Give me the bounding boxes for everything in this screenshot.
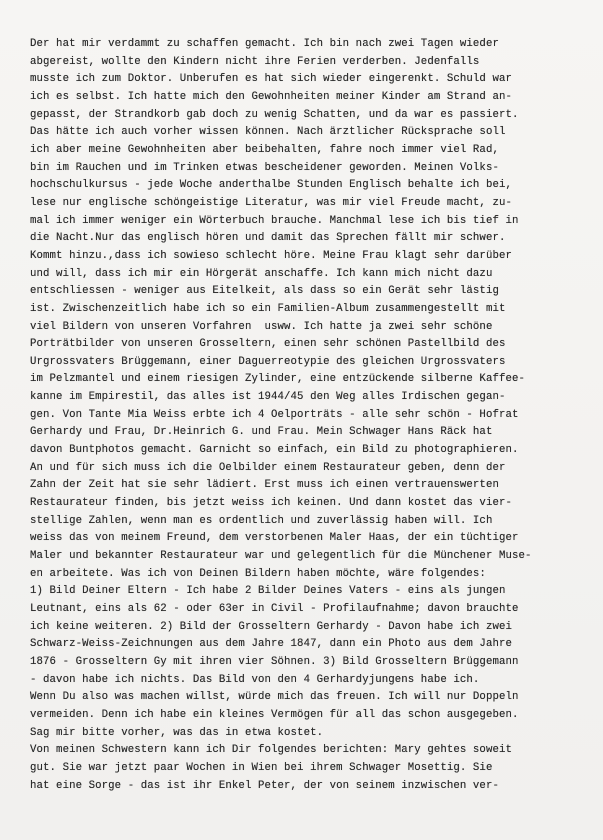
text-line: Schwarz-Weiss-Zeichnungen aus dem Jahre 1847, dann ein Photo aus dem Jahre [30,638,513,651]
text-line: kanne im Empirestil, das alles ist 1944/45 den Weg alles Irdischen gegan- [30,391,506,404]
text-line: en arbeitete. Was ich von Deinen Bildern haben möchte, wäre folgendes: [30,567,486,580]
text-line: abgereist, wollte den Kindern nicht ihre Ferien verderben. Jedenfalls [30,55,480,68]
text-line: Das hätte ich auch vorher wissen können. Nach ärztlicher Rücksprache soll [30,126,506,139]
text-line: ich keine weiteren. 2) Bild der Grosseltern Gerhardy - Davon habe ich zwei [30,620,513,633]
text-line: mal ich immer weniger ein Wörterbuch brauche. Manchmal lese ich bis tief in [30,214,519,227]
text-line: Restaurateur finden, bis jetzt weiss ich keinen. Und dann kostet das vier- [30,497,513,510]
text-line: ich es selbst. Ich hatte mich den Gewohnheiten meiner Kinder am Strand an- [30,90,513,103]
text-line: gen. Von Tante Mia Weiss erbte ich 4 Oelporträts - alle sehr schön - Hofrat [30,408,519,421]
text-line: musste ich zum Doktor. Unberufen es hat sich wieder eingerenkt. Schuld war [30,73,513,86]
letter-body [30,36,590,795]
text-line: Gerhardy und Frau, Dr.Heinrich G. und Frau. Mein Schwager Hans Räck hat [30,426,493,439]
text-line: hochschulkursus - jede Woche anderthalbe Stunden Englisch behalte ich bei, [30,179,513,192]
text-line: die Nacht.Nur das englisch hören und damit das Sprechen fällt mir schwer. [30,232,506,245]
text-line: Wenn Du also was machen willst, würde mich das freuen. Ich will nur Doppeln [30,691,519,704]
text-line: Kommt hinzu.,dass ich sowieso schlecht höre. Meine Frau klagt sehr darüber [30,249,513,262]
text-line: 1) Bild Deiner Eltern - Ich habe 2 Bilder Deines Vaters - eins als jungen [30,585,506,598]
text-line: ist. Zwischenzeitlich habe ich so ein Familien-Album zusammengestellt mit [30,302,506,315]
text-line: vermeiden. Denn ich habe ein kleines Vermögen für all das schon ausgegeben. [30,708,519,721]
text-line: davon Buntphotos gemacht. Garnicht so einfach, ein Bild zu photographieren. [30,444,519,457]
text-line: lese nur englische schöngeistige Literatur, was mir viel Freude macht, zu- [30,196,513,209]
text-line: gut. Sie war jetzt paar Wochen in Wien bei ihrem Schwager Mosettig. Sie [30,761,493,774]
text-line: Porträtbilder von unseren Grosseltern, einen sehr schönen Pastellbild des [30,338,506,351]
text-line: entschliessen - weniger aus Eitelkeit, als dass so ein Gerät sehr lästig [30,285,499,298]
text-line: hat eine Sorge - das ist ihr Enkel Peter, der von seinem inzwischen ver- [30,779,499,792]
text-line: weiss das von meinem Freund, dem verstorbenen Maler Haas, der ein tüchtiger [30,532,519,545]
text-line: und will, dass ich mir ein Hörgerät anschaffe. Ich kann mich nicht dazu [30,267,493,280]
text-line: im Pelzmantel und einem riesigen Zylinder, eine entzückende silberne Kaffee- [30,373,526,386]
text-line: An und für sich muss ich die Oelbilder einem Restaurateur geben, denn der [30,461,506,474]
text-line: bin im Rauchen und im Trinken etwas bescheidener geworden. Meinen Volks- [30,161,499,174]
text-line: Von meinen Schwestern kann ich Dir folgendes berichten: Mary gehtes soweit [30,744,513,757]
text-line: 1876 - Grosseltern Gy mit ihren vier Söhnen. 3) Bild Grosseltern Brüggemann [30,655,519,668]
text-line: stellige Zahlen, wenn man es ordentlich und zuverlässig haben will. Ich [30,514,493,527]
text-line: viel Bildern von unseren Vorfahren usww. Ich hatte ja zwei sehr schöne [30,320,493,333]
text-line: Maler und bekannter Restaurateur war und gelegentlich für die Münchener Muse- [30,550,532,563]
text-line: Zahn der Zeit hat sie sehr lädiert. Erst muss ich einen vertrauenswerten [30,479,499,492]
text-line: gepasst, der Strandkorb gab doch zu wenig Schatten, und da war es passiert. [30,108,519,121]
text-line: Sag mir bitte vorher, was das in etwa kostet. [30,726,324,739]
text-line: ich aber meine Gewohnheiten aber beibehalten, fahre noch immer viel Rad, [30,143,499,156]
text-line: Der hat mir verdammt zu schaffen gemacht. Ich bin nach zwei Tagen wieder [30,38,499,50]
text-line: Urgrossvaters Brüggemann, einer Daguerreotypie des gleichen Urgrossvaters [30,355,506,368]
text-line: Leutnant, eins als 62 - oder 63er in Civil - Profilaufnahme; davon brauchte [30,603,519,615]
text-line: - davon habe ich nichts. Das Bild von den 4 Gerhardyjungens habe ich. [30,673,480,686]
